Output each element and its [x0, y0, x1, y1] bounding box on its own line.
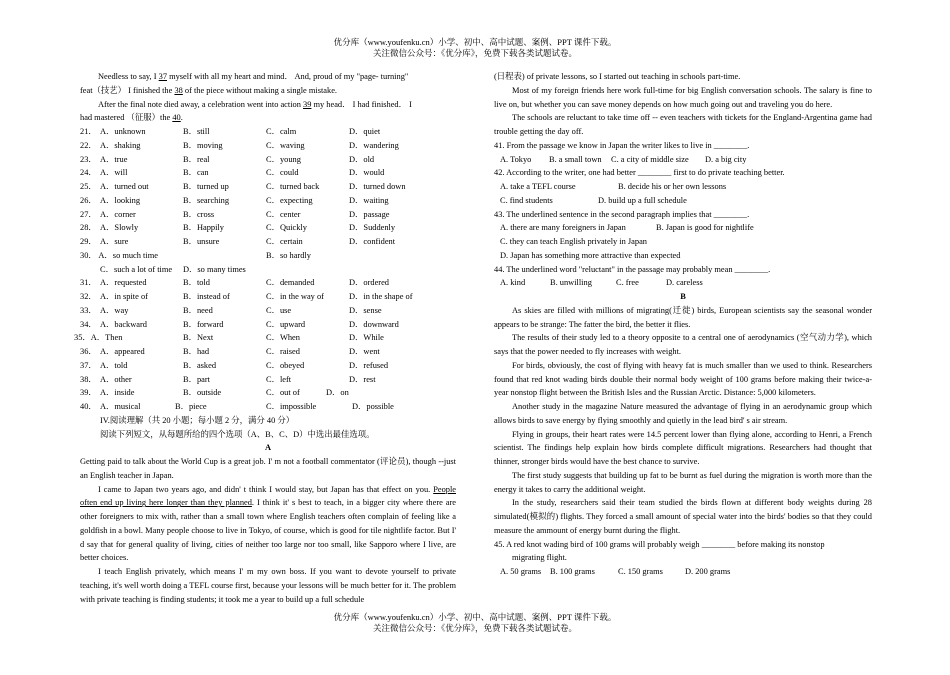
question-34: 34． A．backward B．forward C．upward D．downward — [80, 319, 399, 329]
question-36: 36． A．appeared B．had C．raised D．went — [80, 347, 380, 356]
footer-line-2: 关注微信公众号：《优分库》，免费下载各类试题试卷。 — [372, 623, 577, 633]
question-30-line-2: C．such a lot of time D．so many times — [100, 264, 246, 274]
passage-a-paragraph-4: Most of my foreign friends here work full-time for big English conversation schools. The salary is fine to live on, but whether you can save money depends on how much going out and traveling you do here. — [494, 85, 872, 109]
passage-a-paragraph-5: The schools are reluctant to take time off -- even teachers with tickets for the England-Argentina game had trouble getting the day off. — [494, 113, 872, 136]
question-24: 24． A．will B．can C．could D．would — [80, 168, 385, 178]
question-45: 45. A red knot wading bird of 100 grams will probably weigh ________ before making its nonstop — [494, 539, 825, 549]
question-38: 38． A．other B．part C．left D．rest — [80, 374, 376, 384]
question-39: 39． A．inside B．outside C．out of D．on — [80, 388, 349, 398]
question-40: 40． A．musical B．piece C．impossible D．possible — [80, 402, 394, 411]
page-header — [0, 37, 950, 59]
passage-b-paragraph-4: Another study in the magazine Nature measured the advantage of flying in an aerodynamic group which allows birds to save energy by flying smoothly and quietly in the lead bird' s air stream. — [494, 402, 872, 425]
passage-b-title: B — [680, 292, 686, 301]
question-35: 35．A．Then B．Next C．When D．While — [74, 333, 384, 343]
reading-section-title: IV.阅读理解（共 20 小题；每小题 2 分，满分 40 分） — [100, 415, 295, 425]
question-28: 28． A．Slowly B．Happily C．Quickly D．Suddenly — [80, 223, 396, 233]
question-23: 23． A．true B．real C．young D．old — [80, 154, 375, 164]
left-column — [74, 70, 456, 606]
header-line-2: 关注微信公众号：《优分库》，免费下载各类试题试卷。 — [372, 48, 577, 58]
question-32: 32． A．in spite of B．instead of C．in the way of D．in the shape of — [80, 292, 413, 301]
question-44-options: A. kind B. unwilling C. free D. careless — [500, 278, 703, 288]
cloze-options-36-38 — [80, 345, 456, 386]
question-30-line-1: 30． A．so much time B．so hardly — [80, 250, 311, 260]
page-footer — [0, 612, 950, 634]
passage-a-title: A — [264, 443, 272, 453]
cloze-options-31-34 — [80, 276, 456, 331]
cloze-options-21-29 — [80, 125, 456, 249]
question-26: 26． A．looking B．searching C．expecting D．waiting — [80, 195, 389, 205]
cloze-ending-line-3: After the final note died away, a celebration went into action 39 my head． I had finished． I — [98, 99, 412, 109]
passage-a-continuation: (日程表) of private lessons, so I started out teaching in schools part-time. — [494, 72, 741, 81]
question-45-options: A. 50 grams B. 100 grams C. 150 grams D. 200 grams — [500, 567, 731, 576]
question-42-options-line-2: C. find students D. build up a full schedule — [500, 195, 687, 205]
question-31: 31． A．requested B．told C．demanded D．ordered — [80, 278, 389, 288]
question-42: 42. According to the writer, one had better ________ first to do private teaching better. — [494, 168, 785, 178]
cloze-ending-line-4: had mastered （征服）the 40. — [80, 113, 183, 123]
cloze-ending-line-1: Needless to say, I 37 myself with all my heart and mind． And, proud of my "page- turning" — [98, 72, 409, 81]
question-41: 41. From the passage we know in Japan the writer likes to live in ________. — [494, 140, 750, 150]
passage-a-paragraph-2: I came to Japan two years ago, and didn' t think I would stay, but Japan has that effect on you. People often end up living here longer than they planned. I think it' s best to teach, in a bigger city where there are other foreigners to mix with, rather than a small town where English teachers often complain of feeling like a goldfish in a bowl. Many people choose to live in Tokyo, of course, which is good for tile nightlife factor. But I' d say that for general quality of living, cities of neither too large nor too small, like Sapporo where I live, are better choices. — [80, 484, 456, 563]
question-37: 37． A．told B．asked C．obeyed D．refused — [80, 360, 389, 370]
passage-b-paragraph-7: In the study, researchers said their team studied the birds flown at different body weights during 28 simulated(模拟的) flights. They forced a small amount of special water into the birds' bodies so that they could measure the ammount of energy burnt during the flight. — [494, 498, 872, 535]
passage-b-paragraph-5: Flying in groups, their heart rates were 14.5 percent lower than flying alone, according to Henri, a French scientist. The findings help explain how birds complete difficult migrations. Researchers had thought that thinner, stronger birds would have the best chance to survive. — [494, 429, 872, 466]
passage-a-paragraph-1: Getting paid to talk about the World Cup is a great job. I' m not a football commentator (评论员), though --just an English teacher in Japan. — [80, 457, 456, 480]
question-43-options-line-1: A. there are many foreigners in Japan B. Japan is good for nightlife — [500, 223, 754, 233]
passage-b-paragraph-2: The results of their study led to a theory opposite to a central one of aerodynamics (空气动力学), which says that the power needed to fly increases with weight. — [494, 333, 872, 356]
question-44: 44. The underlined word "reluctant" in the passage may probably mean ________. — [494, 264, 771, 274]
passage-b-paragraph-3: For birds, obviously, the cost of flying with heavy fat is much smaller than we used to think. Researchers found that red knot wading birds double their normal body weight of 100 grams before making their twice-a-year nonstop flight between the British Isles and the Russian Arctic. Distance: 5,000 kilometers. — [494, 360, 872, 398]
question-43-option-d: D. Japan has something more attractive than expected — [500, 250, 681, 260]
question-33: 33． A．way B．need C．use D．sense — [80, 305, 382, 315]
question-29: 29． A．sure B．unsure C．certain D．confident — [80, 237, 396, 246]
passage-a-paragraph-3: I teach English privately, which means I' m my own boss. If you want to devote yourself to private teaching, it's well worth doing a TEFL course first, because your lessons will be much better for it. The problem with private teaching is finding students; it took me a year to build up a full schedule — [80, 567, 456, 604]
question-27: 27． A．corner B．cross C．center D．passage — [80, 209, 390, 219]
cloze-ending-line-2: feat（技艺） I finished the 38 of the piece without making a single mistake. — [80, 85, 338, 95]
reading-section-instructions: 阅读下列短文，从每题所给的四个选项（A、B、C、D）中选出最佳选项。 — [100, 429, 375, 439]
header-line-1: 优分库（www.youfenku.cn）小学、初中、高中试题、案例、PPT 课件下载。 — [333, 37, 617, 47]
passage-b-paragraph-1: As skies are filled with millions of migrating(迁徙) birds, European scientists say the seasonal wonder appears to be strange: The fatter the bird, the better it flies. — [494, 305, 872, 329]
question-43-option-c: C. they can teach English privately in Japan — [500, 237, 647, 246]
question-25: 25． A．turned out B．turned up C．turned back D．turned down — [80, 182, 406, 191]
passage-b-paragraph-6: The first study suggests that building up fat to be burnt as fuel during the migration is worth more than the energy it takes to carry the additional weight. — [494, 470, 872, 494]
right-column — [494, 70, 872, 579]
question-43: 43. The underlined sentence in the second paragraph implies that ________. — [494, 209, 750, 219]
footer-line-1: 优分库（www.youfenku.cn）小学、初中、高中试题、案例、PPT 课件下载。 — [333, 612, 617, 622]
question-22: 22． A．shaking B．moving C．waving D．wandering — [80, 140, 399, 150]
question-42-options-line-1: A. take a TEFL course B. decide his or her own lessons — [500, 182, 727, 191]
question-41-options: A. Tokyo B. a small town C. a city of middle size D. a big city — [500, 154, 747, 164]
underlined-sentence: People often end up living here longer than they planned — [80, 484, 456, 508]
question-21: 21． A．unknown B．still C．calm D．quiet — [80, 127, 381, 136]
question-45-continuation: migrating flight. — [512, 553, 567, 563]
